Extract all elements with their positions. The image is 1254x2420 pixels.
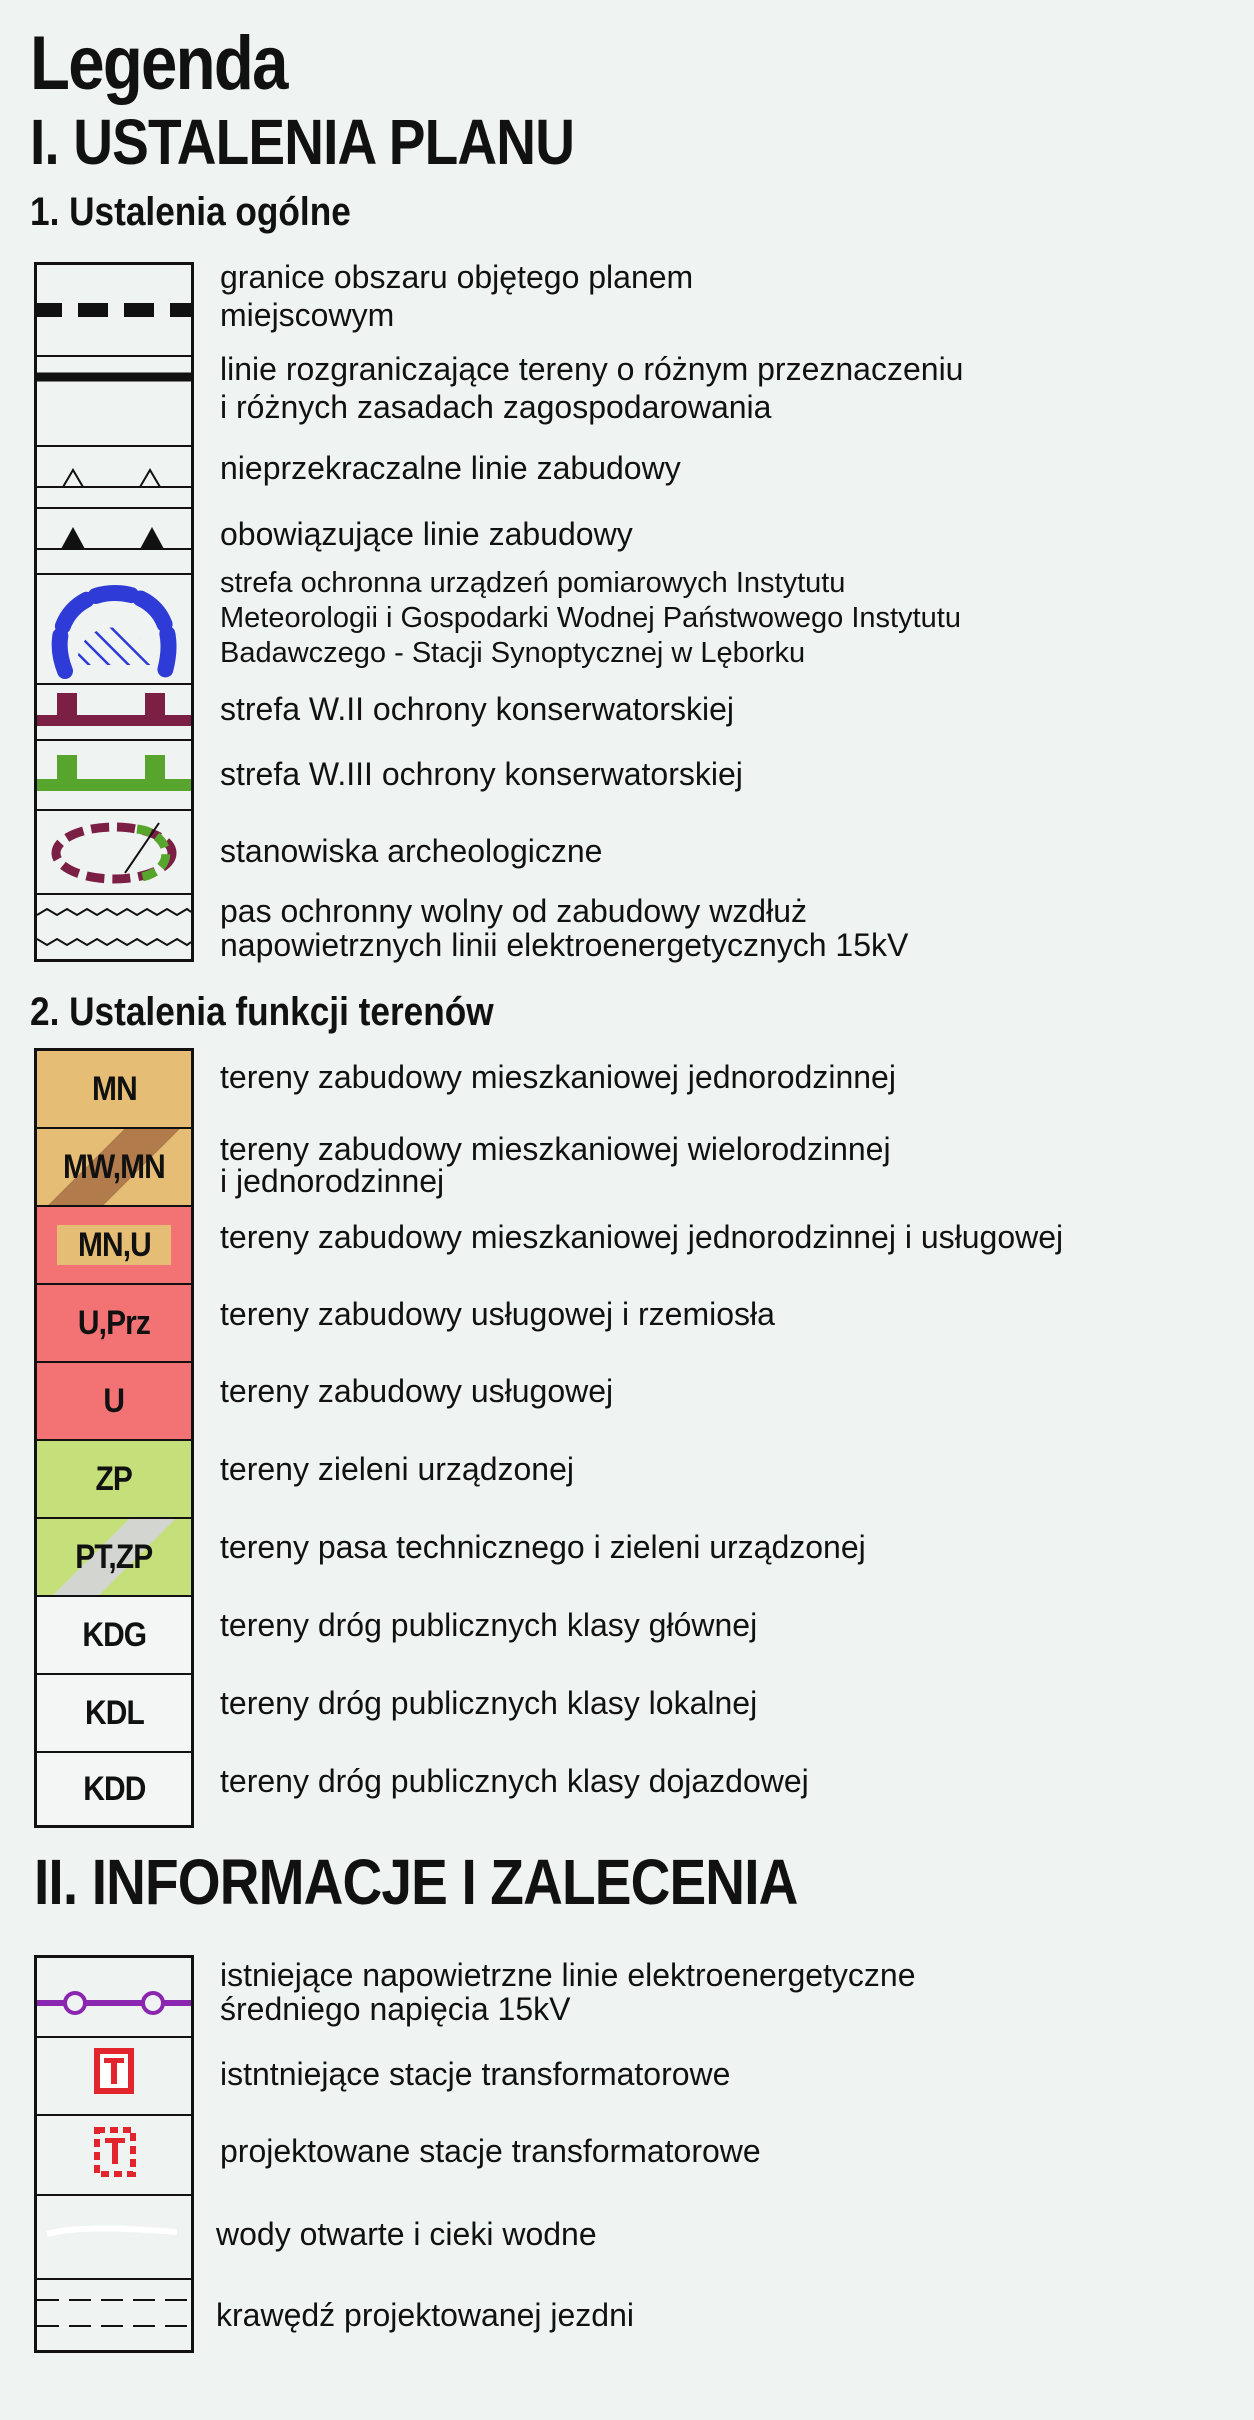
general-symbol-column	[34, 262, 194, 962]
land-use-code: PT,ZP	[75, 1537, 153, 1576]
symbol-roadway-edge	[37, 2280, 191, 2350]
section2-title: II. INFORMACJE I ZALECENIA	[34, 1846, 798, 1918]
symbol-measurement-protection-zone	[37, 575, 191, 685]
land-use-swatch-zp	[37, 1441, 191, 1519]
symbol-dividing-line	[37, 357, 191, 447]
land-use-swatch-kdd	[37, 1753, 191, 1825]
land-use-text-mn: tereny zabudowy mieszkaniowej jednorodzinnej	[220, 1059, 896, 1095]
symbol-overhead-power-line	[37, 1958, 191, 2038]
symbol-power-line-protection-belt	[37, 895, 191, 959]
text-line: i jednorodzinnej	[220, 1163, 445, 1199]
land-use-code: MN	[91, 1069, 137, 1108]
text-line: linie rozgraniczające tereny o różnym przeznaczeniu	[220, 351, 964, 387]
symbol-conservation-zone-w3	[37, 741, 191, 811]
land-use-swatch-pt-zp	[37, 1519, 191, 1597]
land-use-text-u-prz: tereny zabudowy usługowej i rzemiosła	[220, 1296, 775, 1332]
text-line: napowietrznych linii elektroenergetycznych 15kV	[220, 927, 909, 963]
general-item-measurement-zone-text	[220, 566, 961, 671]
info-text-open-water: wody otwarte i cieki wodne	[216, 2216, 597, 2252]
land-use-code: U	[103, 1381, 125, 1420]
symbol-projected-transformer	[37, 2116, 191, 2196]
text-line: Meteorologii i Gospodarki Wodnej Państwowego Instytutu	[220, 602, 961, 634]
text-line: tereny zabudowy mieszkaniowej wielorodzinnej	[220, 1131, 891, 1167]
symbol-obligatory-building-line	[37, 509, 191, 575]
land-use-swatch-u	[37, 1363, 191, 1441]
symbol-boundary-dashed	[37, 265, 191, 357]
symbol-open-water	[37, 2196, 191, 2280]
general-item-power-belt-text	[220, 894, 908, 962]
land-use-code: KDD	[82, 1769, 146, 1808]
symbol-conservation-zone-w2	[37, 685, 191, 741]
section1-title: I. USTALENIA PLANU	[30, 106, 575, 178]
land-use-code: U,Prz	[77, 1303, 151, 1342]
general-item-w3-text: strefa W.III ochrony konserwatorskiej	[220, 756, 743, 792]
symbol-archaeological-site	[37, 811, 191, 895]
functions-symbol-column	[34, 1048, 194, 1828]
symbol-nonexceedable-building-line	[37, 447, 191, 509]
general-item-boundary-text	[220, 258, 693, 334]
land-use-swatch-mn-u	[37, 1207, 191, 1285]
land-use-swatch-mw-mn	[37, 1129, 191, 1207]
land-use-text-pt-zp: tereny pasa technicznego i zieleni urządzonej	[220, 1529, 866, 1565]
land-use-text-mw-mn	[220, 1133, 891, 1197]
text-line: granice obszaru objętego planem	[220, 259, 694, 295]
land-use-text-kdl: tereny dróg publicznych klasy lokalnej	[220, 1685, 758, 1721]
info-text-existing-transformer: istntniejące stacje transformatorowe	[220, 2056, 731, 2092]
text-line: istniejące napowietrzne linie elektroenergetyczne	[220, 1957, 916, 1993]
land-use-text-zp: tereny zieleni urządzonej	[220, 1451, 574, 1487]
text-line: średniego napięcia 15kV	[220, 1991, 571, 2027]
info-text-power-line	[220, 1958, 916, 2026]
info-text-projected-transformer: projektowane stacje transformatorowe	[220, 2133, 761, 2169]
text-line: pas ochronny wolny od zabudowy wzdłuż	[220, 893, 807, 929]
info-text-roadway-edge: krawędź projektowanej jezdni	[216, 2297, 634, 2333]
land-use-code: MN,U	[77, 1225, 151, 1264]
land-use-text-u: tereny zabudowy usługowej	[220, 1373, 614, 1409]
land-use-swatch-u-prz	[37, 1285, 191, 1363]
general-item-nonexceedable-text: nieprzekraczalne linie zabudowy	[220, 450, 681, 486]
land-use-swatch-mn	[37, 1051, 191, 1129]
land-use-text-kdg: tereny dróg publicznych klasy głównej	[220, 1607, 758, 1643]
land-use-text-kdd: tereny dróg publicznych klasy dojazdowej	[220, 1763, 809, 1799]
info-symbol-column	[34, 1955, 194, 2353]
general-item-archaeology-text: stanowiska archeologiczne	[220, 833, 603, 869]
general-item-dividing-text	[220, 350, 963, 426]
general-heading: 1. Ustalenia ogólne	[30, 190, 351, 234]
functions-heading: 2. Ustalenia funkcji terenów	[30, 990, 494, 1034]
general-item-obligatory-text: obowiązujące linie zabudowy	[220, 516, 633, 552]
land-use-code: MW,MN	[63, 1147, 165, 1186]
land-use-code: KDG	[82, 1615, 146, 1654]
symbol-existing-transformer	[37, 2038, 191, 2116]
text-line: i różnych zasadach zagospodarowania	[220, 389, 772, 425]
text-line: Badawczego - Stacji Synoptycznej w Lęborku	[220, 637, 806, 669]
text-line: miejscowym	[220, 297, 395, 333]
land-use-code: ZP	[95, 1459, 133, 1498]
text-line: strefa ochronna urządzeń pomiarowych Instytutu	[220, 567, 846, 599]
general-item-w2-text: strefa W.II ochrony konserwatorskiej	[220, 691, 734, 727]
legend-title: Legenda	[30, 21, 287, 106]
land-use-swatch-kdg	[37, 1597, 191, 1675]
land-use-swatch-kdl	[37, 1675, 191, 1753]
land-use-text-mn-u: tereny zabudowy mieszkaniowej jednorodzinnej i usługowej	[220, 1219, 1064, 1255]
land-use-code: KDL	[84, 1693, 144, 1732]
